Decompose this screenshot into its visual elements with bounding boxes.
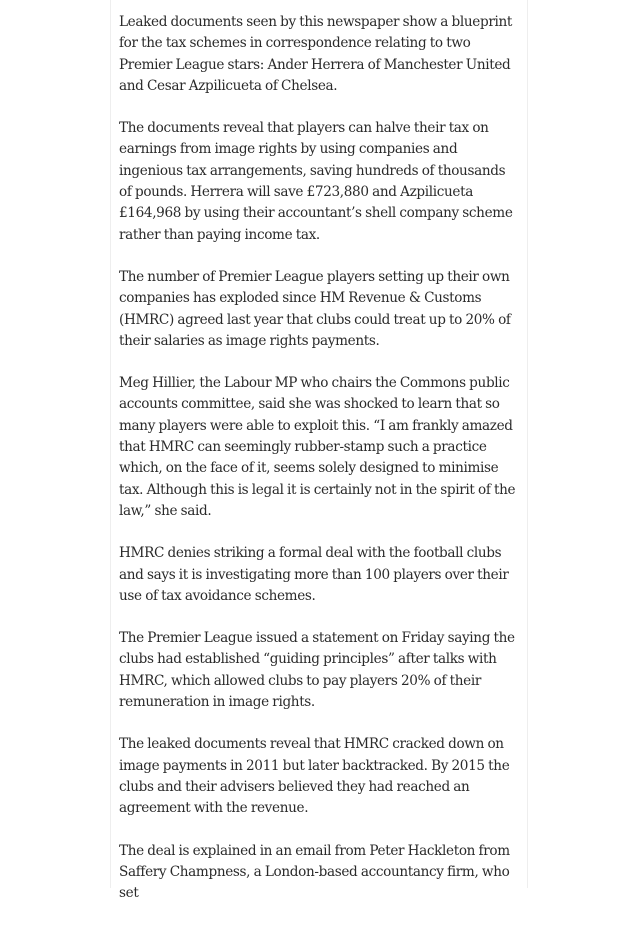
paragraph-7: The leaked documents reveal that HMRC cracked down on image payments in 2011 but later backtracked. By 2015 the clubs and their advisers believed they had reached an agreement with the revenue. [119,736,510,817]
paragraph-1: Leaked documents seen by this newspaper show a blueprint for the tax schemes in correspondence relating to two Premier League stars: Ander Herrera of Manchester United and Cesar Azpilicueta of Chelsea. [119,14,512,94]
article-body [119,12,521,925]
paragraph-4: Meg Hillier, the Labour MP who chairs the Commons public accounts committee, said she was shocked to learn that so many players were able to exploit this. “I am frankly amazed that HMRC can seemingly rubber-stamp such a practice which, on the face of it, seems solely designed to minimise tax. Although this is legal it is certainly not in the spirit of the law,” she said. [119,375,516,519]
paragraph-8: The deal is explained in an email from Peter Hackleton from Saffery Champness, a London-based accountancy firm, who set [119,842,510,902]
paragraph-2: The documents reveal that players can halve their tax on earnings from image rights by using companies and ingenious tax arrangements, saving hundreds of thousands of pounds. Herrera will save £723,880 and Azpilicueta £164,968 by using their accountant’s shell company scheme rather than paying income tax. [119,120,513,243]
paragraph-6: The Premier League issued a statement on Friday saying the clubs had established “guiding principles” after talks with HMRC, which allowed clubs to pay players 20% of their remuneration in image rights. [119,630,515,711]
paragraph-3: The number of Premier League players setting up their own companies has exploded since HM Revenue & Customs (HMRC) agreed last year that clubs could treat up to 20% of their salaries as image rights payments. [119,268,511,349]
paragraph-5: HMRC denies striking a formal deal with the football clubs and says it is investigating more than 100 players over their use of tax avoidance schemes. [119,545,509,604]
